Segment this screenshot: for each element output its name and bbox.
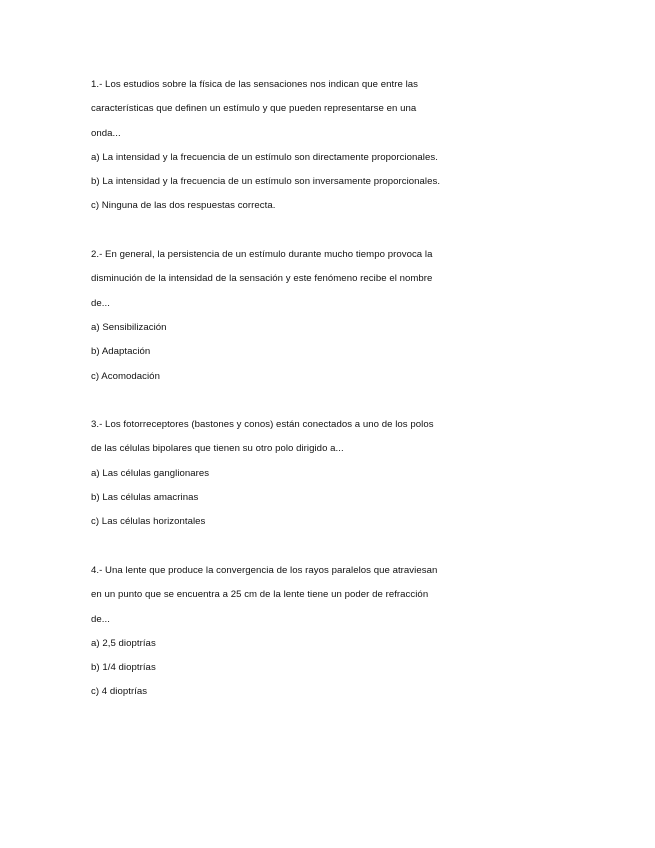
question-3-option-a: a) Las células ganglionares <box>91 467 210 479</box>
question-1 <box>91 73 511 219</box>
question-3-option-c: c) Las células horizontales <box>91 516 206 528</box>
question-2-option-c: c) Acomodación <box>91 370 160 382</box>
question-1-stem-line-1: 1.- Los estudios sobre la física de las sensaciones nos indican que entre las <box>91 79 419 90</box>
question-1-stem-line-2: características que definen un estímulo y que pueden representarse en una <box>91 103 417 115</box>
question-1-option-c: c) Ninguna de las dos respuestas correcta. <box>91 200 276 212</box>
question-2 <box>91 243 511 389</box>
question-3 <box>91 413 511 534</box>
question-4-option-b: b) 1/4 dioptrías <box>91 662 156 674</box>
question-spacer <box>91 535 511 559</box>
question-3-stem-line-1: 3.- Los fotorreceptores (bastones y conos) están conectados a uno de los polos <box>91 419 434 431</box>
question-2-stem-line-3: de... <box>91 297 110 309</box>
question-spacer <box>91 219 511 243</box>
quiz-content <box>91 73 511 705</box>
question-2-option-b: b) Adaptación <box>91 346 151 358</box>
question-3-option-b: b) Las células amacrinas <box>91 492 199 504</box>
question-4-stem-line-2: en un punto que se encuentra a 25 cm de la lente tiene un poder de refracción <box>91 589 429 601</box>
question-2-stem-line-1: 2.- En general, la persistencia de un estímulo durante mucho tiempo provoca la <box>91 249 433 261</box>
question-1-option-b: b) La intensidad y la frecuencia de un estímulo son inversamente proporcionales. <box>91 176 441 188</box>
question-spacer <box>91 389 511 413</box>
question-4-stem-line-1: 4.- Una lente que produce la convergencia de los rayos paralelos que atraviesan <box>91 564 438 576</box>
question-1-stem-line-3: onda... <box>91 127 121 139</box>
question-2-option-a: a) Sensibilización <box>91 321 167 333</box>
question-4-stem-line-3: de... <box>91 613 110 625</box>
question-4-option-c: c) 4 dioptrías <box>91 686 148 698</box>
question-4-option-a: a) 2,5 dioptrías <box>91 637 156 649</box>
question-1-option-a: a) La intensidad y la frecuencia de un estímulo son directamente proporcionales. <box>91 151 438 163</box>
question-3-stem-line-2: de las células bipolares que tienen su otro polo dirigido a... <box>91 443 344 455</box>
question-2-stem-line-2: disminución de la intensidad de la sensación y este fenómeno recibe el nombre <box>91 273 433 285</box>
question-4 <box>91 559 511 705</box>
